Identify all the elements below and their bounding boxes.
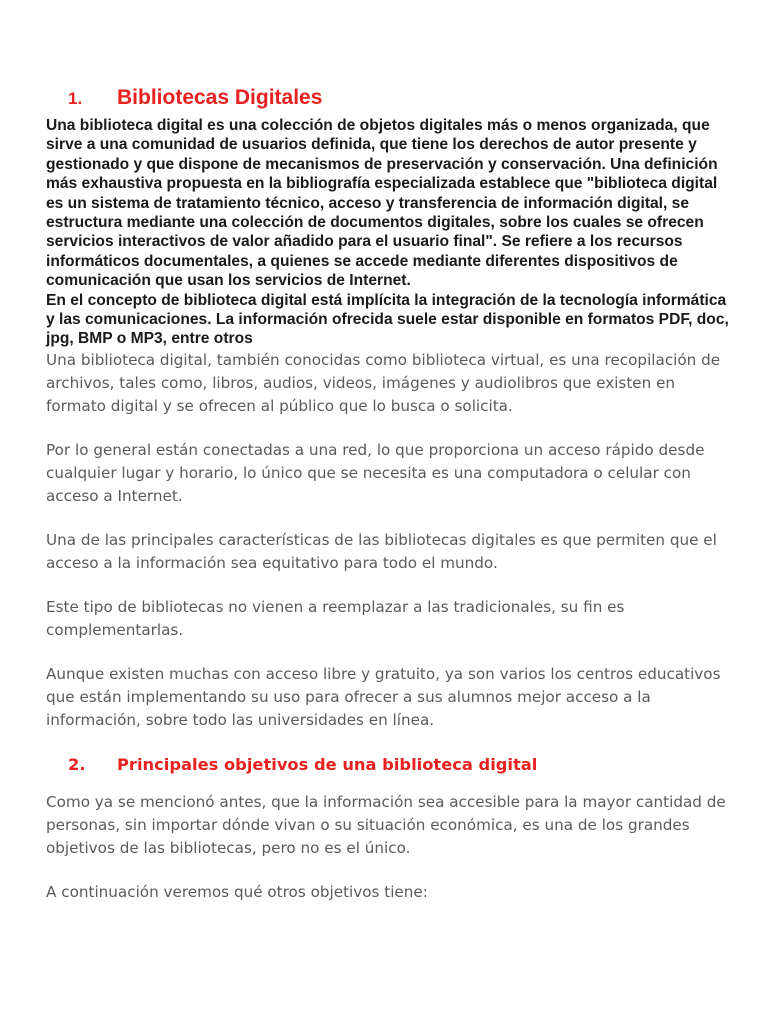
paragraph-objectives-intro: Como ya se mencionó antes, que la información sea accesible para la mayor cantidad de personas, sin importar dónde vivan o su situación económica, es una de los grandes objetivos de las bibliotecas, pero no es el único. (46, 792, 726, 857)
paragraph-network-access: Por lo general están conectadas a una red, lo que proporciona un acceso rápido desde cualquier lugar y horario, lo único que se necesita es una computadora o celular con acceso a Internet. (46, 440, 705, 505)
section-1-number: 1. (68, 89, 83, 108)
section-2-heading (68, 755, 736, 774)
section-2-title: Principales objetivos de una biblioteca digital (117, 754, 538, 774)
section-1-heading (68, 86, 736, 110)
section-1-title: Bibliotecas Digitales (117, 86, 323, 109)
paragraph-complement: Este tipo de bibliotecas no vienen a reemplazar a las tradicionales, su fin es complementarlas. (46, 597, 625, 639)
paragraph-equitable-access: Una de las principales características de las bibliotecas digitales es que permiten que el acceso a la información sea equitativo para todo el mundo. (46, 530, 717, 572)
paragraph-free-access: Aunque existen muchas con acceso libre y gratuito, ya son varios los centros educativos que están implementando su uso para ofrecer a sus alumnos mejor acceso a la información, sobre todo las universidades en línea. (46, 664, 721, 729)
bold-paragraph-formats: En el concepto de biblioteca digital está implícita la integración de la tecnología informática y las comunicaciones. La información ofrecida suele estar disponible en formatos PDF, doc, jpg, BMP o MP3, entre otros (46, 291, 729, 348)
document-page (46, 86, 736, 904)
bold-paragraph-definition: Una biblioteca digital es una colección de objetos digitales más o menos organizada, que sirve a una comunidad de usuarios definida, que tiene los derechos de autor presente y gestionado y que dispone de mecanismos de preservación y conservación. Una definición más exhaustiva propuesta en la bibliografía especializada establece que "biblioteca digital es un sistema de tratamiento técnico, acceso y transferencia de información digital, se estructura mediante una colección de documentos digitales, sobre los cuales se ofrecen servicios interactivos de valor añadido para el usuario final". Se refiere a los recursos informáticos documentales, a quienes se accede mediante diferentes dispositivos de comunicación que usan los servicios de Internet. (46, 117, 718, 290)
paragraph-virtual-library: Una biblioteca digital, también conocidas como biblioteca virtual, es una recopilación de archivos, tales como, libros, audios, videos, imágenes y audiolibros que existen en formato digital y se ofrecen al público que lo busca o solicita. (46, 350, 721, 415)
paragraph-objectives-next: A continuación veremos qué otros objetivos tiene: (46, 882, 428, 901)
section-2-number: 2. (68, 754, 86, 774)
